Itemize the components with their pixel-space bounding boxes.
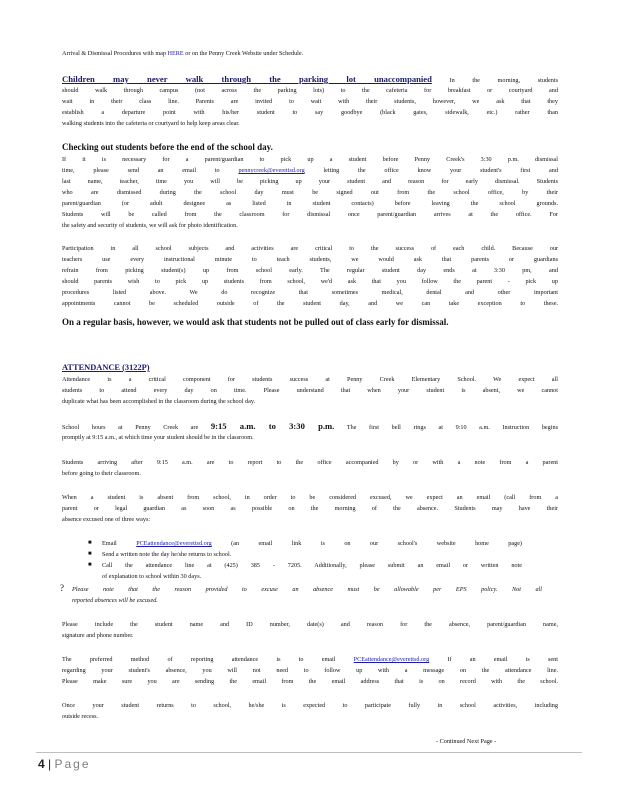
include-info-line-1: Please include the student name and ID number, date(s) and reason for the absence, parent/guardian name, — [62, 621, 558, 628]
attendance-p1-line-2: students to attend every day on time. Please understand that when your student is absent, we cannot — [62, 387, 558, 394]
participation-line-4: should parents wish to pick up students from school, we'd ask that you follow the parent - pick up — [62, 278, 558, 285]
preferred-method-line-1 — [62, 656, 558, 664]
arrival-text: Arrival & Dismissal Procedures with map — [62, 50, 166, 57]
policy-note-line-1: Please note that the reason provided to excuse an absence must be allowable per EPS policy. Not all — [72, 586, 542, 593]
participation-line-5: procedures listed above. We do recognize that sometimes medical, dental and other important — [62, 289, 558, 296]
footer-separator: | — [48, 757, 52, 771]
footer-divider — [36, 752, 582, 753]
checkout-line-5: parent/guardian (or adult designee as listed in student contacts) before leaving the school grounds. — [62, 200, 558, 207]
participation-line-6: appointments cannot be scheduled outside of the student day, and we can take exception to these. — [62, 300, 558, 307]
checkout-line2-a: time, please send an email to — [62, 167, 220, 174]
return-line-1: Once your student returns to school, he/she is expected to participate fully in school activities, including — [62, 702, 558, 709]
pennycreek-email-link[interactable]: pennycreek@everettsd.org — [238, 167, 305, 174]
school-hours-bold: 9:15 a.m. to 3:30 p.m. — [210, 421, 335, 431]
arrival-text-rest: or on the Penny Creek Website under Schedule. — [185, 50, 304, 57]
bullet-email-b: (an email link is on our school's website home page) — [231, 540, 522, 547]
checkout-line-1: If it is necessary for a parent/guardian to pick up a student before Penny Creek's 3:30 p.m. dismissal — [62, 156, 558, 163]
bullet-email-a: Email — [102, 540, 117, 547]
late-arrival-line-2: before going to their classroom. — [62, 470, 141, 477]
children-line-3: wait in their class line. Parents are invited to wait with their students, however, we ask that they — [62, 98, 558, 105]
arrival-here-link[interactable]: HERE — [167, 50, 184, 57]
late-arrival-line-1: Students arriving after 9:15 a.m. are to report to the office accompanied by or with a note from a parent — [62, 459, 558, 466]
participation-line-1: Participation in all school subjects and activities are critical to the success of each child. Because our — [62, 245, 558, 252]
preferred-email-link[interactable]: PCEattendance@everettsd.org — [353, 656, 430, 663]
children-line-5: walking students into the cafeteria or courtyard to help keep areas clear. — [62, 120, 240, 127]
policy-note-line-2: reported absences will be excused. — [72, 597, 158, 604]
attendance-p1-line-1: Attendance is a critical component for students success at Penny Creek Elementary School. We expect all — [62, 376, 558, 383]
bullet-call: Call the attendance line at (425) 385 - 7205. Additionally, please submit an email or written note — [102, 562, 522, 569]
preferred-method-a: The preferred method of reporting attendance is to email — [62, 656, 336, 663]
checkout-title: Checking out students before the end of the school day. — [62, 142, 273, 152]
attendance-p1-line-3: duplicate what has been accomplished in the classroom during the school day. — [62, 398, 256, 405]
school-hours-a: School hours at Penny Creek are — [62, 424, 199, 431]
bullet-email — [102, 540, 522, 548]
checkout-line2-b: letting the office know your student's first and — [323, 167, 558, 174]
page-number: 4 — [38, 757, 45, 771]
children-line-4: establish a departure point with his/her student to say goodbye (black gates, sidewalk, etc.) rather than — [62, 109, 558, 116]
bullet-icon: ■ — [88, 562, 92, 568]
note-marker-icon: ? — [60, 583, 64, 593]
checkout-line-7: the safety and security of students, we will ask for photo identification. — [62, 222, 238, 229]
participation-line-2: teachers use every instructional minute to teach students, we would ask that parents or guardians — [62, 256, 558, 263]
checkout-line-4: who are dismissed during the school day must be signed out from the school office, by their — [62, 189, 558, 196]
checkout-line-6: Students will be called from the classroom for dismissal once parent/guardian arrives at the office. For — [62, 211, 558, 218]
return-line-2: outside recess. — [62, 713, 99, 720]
include-info-line-2: signature and phone number. — [62, 632, 134, 639]
participation-bold-note: On a regular basis, however, we would ask that students not be pulled out of class early for dismissal. — [62, 317, 449, 327]
footer-page-word: Page — [54, 757, 91, 771]
absence-line-1: When a student is absent from school, in order to be considered excused, we expect an email (call from a — [62, 494, 558, 501]
preferred-method-line-3: Please make sure you are sending the email from the email address that is on record with the school. — [62, 678, 558, 685]
children-line-1 — [62, 74, 558, 86]
page-footer — [38, 757, 91, 771]
preferred-method-line-2: regarding your student's absence, you will not need to follow up with a message on the attendance line. — [62, 667, 558, 674]
children-bold-lead: Children may never walk through the parking lot unaccompanied — [62, 74, 432, 84]
bullet-icon: ■ — [88, 540, 92, 546]
participation-line-3: refrain from picking student(s) up from school early. The regular student day ends at 3:30 pm, and — [62, 267, 558, 274]
bullet-note: Send a written note the day he/she returns to school. — [102, 551, 232, 558]
school-hours-line-2: promptly at 9:15 a.m., at which time your student should be in the classroom. — [62, 434, 254, 441]
attendance-email-link[interactable]: PCEattendance@everettsd.org — [136, 540, 212, 547]
absence-line-3: absence excused one of three ways: — [62, 516, 151, 523]
attendance-heading: ATTENDANCE (3122P) — [62, 363, 150, 372]
bullet-icon: ■ — [88, 551, 92, 557]
arrival-line — [62, 50, 558, 58]
continued-next-page: - Continued Next Page - — [436, 738, 497, 745]
school-hours-b: The first bell rings at 9:10 a.m. Instruction begins — [346, 424, 558, 431]
children-line1-rest: In the morning, students — [449, 77, 558, 84]
checkout-line-3: last name, teacher, time you will be picking up your student and reason for early dismissal. Students — [62, 178, 558, 185]
bullet-call-line-2: of explanation to school within 30 days. — [102, 573, 202, 580]
children-line-2: should walk through campus (not across the parking lots) to the cafeteria for breakfast or courtyard and — [62, 87, 558, 94]
absence-line-2: parent or legal guardian as soon as possible on the morning of the absence. Students may have their — [62, 505, 558, 512]
checkout-line-2 — [62, 167, 558, 175]
preferred-method-b: If an email is sent — [447, 656, 558, 663]
school-hours-line-1 — [62, 421, 558, 433]
